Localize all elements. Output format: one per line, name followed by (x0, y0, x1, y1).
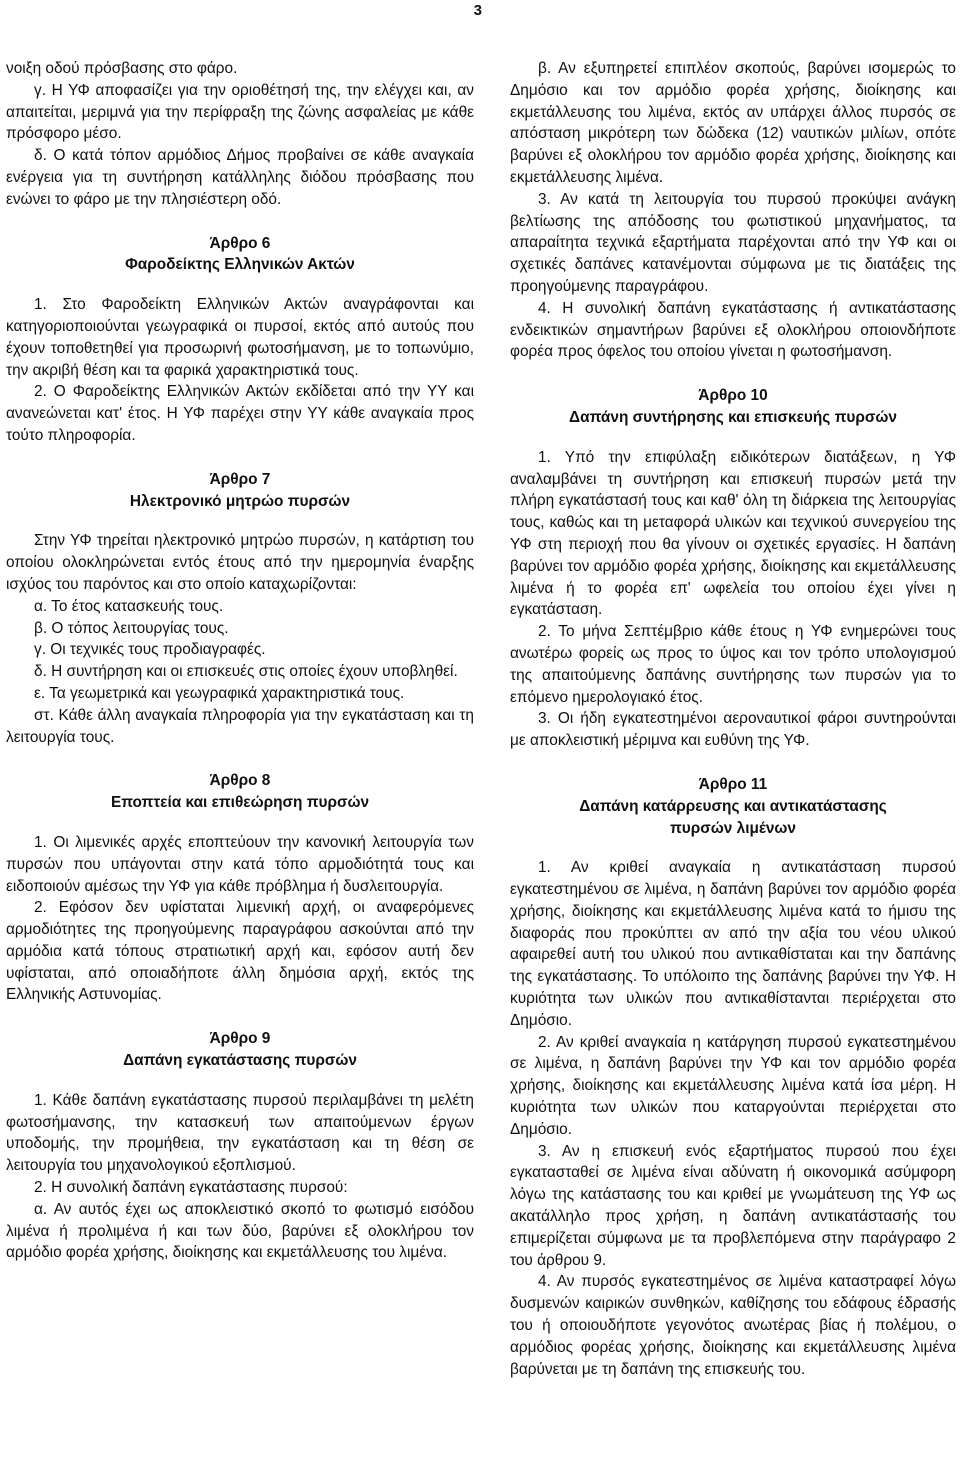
article-number: Άρθρο 9 (209, 1030, 271, 1048)
list-item: στ. Κάθε άλλη αναγκαία πληροφορία για την εγκατάσταση και τη λειτουργία τους. (6, 706, 474, 746)
paragraph: 1. Αν κριθεί αναγκαία η αντικατάσταση πυρσού εγκατεστημένου σε λιμένα, η δαπάνη βαρύνει τον αρμόδιο φορέα χρήσης, διοίκησης και εκμετάλλευσης λιμένα κατά το ήμισυ της διαφοράς που προκύπτει αν από την αξία του νέου υλικού αφαιρεθεί αυτή του υλικού που αντικαθίσταται και την δαπάνης της εγκατάστασης. Το υπόλοιπο της δαπάνης βαρύνει την ΥΦ. Η κυριότητα των υλικών που αντικαθίστανται περιέρχεται στο Δημόσιο. (510, 859, 956, 1029)
paragraph: γ. Η ΥΦ αποφασίζει για την οριοθέτησή της, την ελέγχει και, αν απαιτείται, μεριμνά για την περίφραξη της ζώνης ασφαλείας με κάθε πρόσφορο μέσο. (6, 81, 474, 143)
paragraph: δ. Ο κατά τόπον αρμόδιος Δήμος προβαίνει σε κάθε αναγκαία ενέργεια για τη συντήρηση κατάλληλης διόδου πρόσβασης που ενώνει το φάρο με την πλησιέστερη οδό. (6, 147, 474, 208)
list-item: β. Αν εξυπηρετεί επιπλέον σκοπούς, βαρύνει ισομερώς το Δημόσιο και τον αρμόδιο φορέα χρήσης, διοίκησης και εκμετάλλευσης του λιμένα, εκτός αν υπάρχει άλλος πυρσός σε απόσταση μικρότερη των δώδεκα (12) ναυτικών μιλίων, οπότε βαρύνει εξ ολοκλήρου τον αρμόδιο φορέα χρήσης, διοίκησης και εκμετάλλευσης λιμένα. (510, 60, 956, 186)
article-8-heading (6, 770, 474, 814)
article-7-heading (6, 469, 474, 513)
paragraph: 4. Αν πυρσός εγκατεστημένος σε λιμένα καταστραφεί λόγω δυσμενών καιρικών συνθηκών, καθίζησης του εδάφους έδρασής του ή οποιουδήποτε γεγονότος ανωτέρας βίας ή πολέμου, ο αρμόδιος φορέας χρήσης, διοίκησης και εκμετάλλευσης λιμένα βαρύνεται με τη δαπάνη της επισκευής του. (510, 1273, 956, 1378)
paragraph: 3. Αν κατά τη λειτουργία του πυρσού προκύψει ανάγκη βελτίωσης της απόδοσης του φωτιστικού μηχανήματος, τα απαραίτητα τεχνικά εξαρτήματα παρέχονται από την ΥΦ και οι σχετικές δαπάνες κατανέμονται σύμφωνα με τις διατάξεις της προηγούμενης παραγράφου. (510, 190, 956, 295)
paragraph: 1. Υπό την επιφύλαξη ειδικότερων διατάξεων, η ΥΦ αναλαμβάνει τη συντήρηση και επισκευή πυρσών μετά την πλήρη εγκατάστασή τους και καθ' όλη τη διάρκεια της λειτουργίας τους, καθώς και τη μεταφορά υλικών και τεχνικού συνεργείου της ΥΦ στη περιοχή που θα γίνουν οι σχετικές εργασίες. Η δαπάνη βαρύνει τον αρμόδιο φορέα χρήσης, διοίκησης και εκμετάλλευσης λιμένα ή το φορέα επ' ωφελεία του οποίου έχει γίνει η εγκατάσταση. (510, 448, 956, 619)
paragraph: 3. Αν η επισκευή ενός εξαρτήματος πυρσού που έχει εγκατασταθεί σε λιμένα είναι αδύνατη ή οικονομικά ασύμφορη λόγω της κατάστασης του και κριθεί με γνωμάτευση της ΥΦ ως ακατάλληλο προς χρήση, η δαπάνη αντικατάστασής του επιμερίζεται σύμφωνα με τα προβλεπόμενα στην παράγραφο 2 του άρθρου 9. (510, 1142, 956, 1269)
paragraph: 2. Ο Φαροδείκτης Ελληνικών Ακτών εκδίδεται από την ΥΥ και ανανεώνεται κατ' έτος. Η ΥΦ παρέχει στην ΥΥ κάθε αναγκαία προς τούτο πληροφορία. (6, 383, 474, 444)
article-6-heading (6, 233, 474, 277)
article-title: Ηλεκτρονικό μητρώο πυρσών (129, 492, 351, 510)
list-item: ε. Τα γεωμετρικά και γεωγραφικά χαρακτηριστικά τους. (34, 684, 405, 702)
left-column (6, 58, 474, 1264)
article-number: Άρθρο 10 (698, 387, 768, 405)
article-number: Άρθρο 7 (209, 470, 271, 488)
paragraph: 2. Αν κριθεί αναγκαία η κατάργηση πυρσού εγκατεστημένου σε λιμένα, η δαπάνη βαρύνει την ΥΦ και τον αρμόδιο φορέα χρήσης, διοίκησης και εκμετάλλευσης λιμένα κατά ίσα μέρη. Η κυριότητα των υλικών που καταργούνται περιέρχεται στο Δημόσιο. (510, 1033, 956, 1138)
article-number: Άρθρο 8 (209, 772, 271, 790)
article-title: Φαροδείκτης Ελληνικών Ακτών (125, 256, 355, 274)
article-9-heading (6, 1028, 474, 1072)
paragraph: 1. Οι λιμενικές αρχές εποπτεύουν την κανονική λειτουργία των πυρσών που υπάγονται στην κατά τόπο αρμοδιότητά τους και ειδοποιούν αμέσως την ΥΦ για κάθε πρόβλημα ή δυσλειτουργία. (6, 833, 474, 895)
article-number: Άρθρο 11 (698, 775, 768, 793)
list-item: α. Το έτος κατασκευής τους. (34, 597, 224, 615)
paragraph: νοιξη οδού πρόσβασης στο φάρο. (6, 60, 238, 77)
article-11-heading (510, 774, 956, 839)
list-item: β. Ο τόπος λειτουργίας τους. (34, 619, 229, 637)
paragraph: Στην ΥΦ τηρείται ηλεκτρονικό μητρώο πυρσών, η κατάρτιση του οποίου ολοκληρώνεται εντός έτους από την ημερομηνία έναρξης ισχύος του παρόντος και στο οποίο καταχωρίζονται: (6, 532, 474, 593)
article-title: Εποπτεία και επιθεώρηση πυρσών (110, 794, 370, 812)
page-number: 3 (473, 2, 482, 19)
article-10-heading (510, 385, 956, 429)
right-column (510, 58, 956, 1380)
paragraph: 2. Εφόσον δεν υφίσταται λιμενική αρχή, οι αναφερόμενες αρμοδιότητες της προηγούμενης παραγράφου ασκούνται από την αρμόδια κατά τόπους στρατιωτική αρχή και, εφόσον αυτή δεν υφίσταται, από οποιαδήποτε άλλη δημόσια αρχή, εκτός της Ελληνικής Αστυνομίας. (6, 899, 474, 1004)
article-title: Δαπάνη εγκατάστασης πυρσών (123, 1052, 357, 1070)
list-item: γ. Οι τεχνικές τους προδιαγραφές. (34, 641, 266, 659)
paragraph: 4. Η συνολική δαπάνη εγκατάστασης ή αντικατάστασης ενδεικτικών σημαντήρων βαρύνει εξ ολοκλήρου οποιονδήποτε φορέα προς όφελος του οποίου γίνεται η φωτοσήμανση. (510, 299, 956, 361)
list-item: α. Αν αυτός έχει ως αποκλειστικό σκοπό το φωτισμό εισόδου λιμένα ή προλιμένα ή και των δύο, βαρύνει εξ ολοκλήρου τον αρμόδιο φορέα χρήσης, διοίκησης και εκμετάλλευσης του λιμένα. (6, 1200, 474, 1262)
article-title: Δαπάνη συντήρησης και επισκευής πυρσών (569, 408, 897, 426)
article-title: Δαπάνη κατάρρευσης και αντικατάστασης (579, 797, 887, 815)
article-title-line-2: πυρσών λιμένων (670, 819, 796, 837)
paragraph: 1. Κάθε δαπάνη εγκατάστασης πυρσού περιλαμβάνει τη μελέτη φωτοσήμανσης, την κατασκευή των απαιτούμενων έργων υποδομής, την προμήθεια, την εγκατάσταση και τη θέση σε λειτουργία του μηχανολογικού εξοπλισμού. (6, 1091, 474, 1175)
paragraph: 2. Η συνολική δαπάνη εγκατάστασης πυρσού: (34, 1179, 348, 1197)
paragraph: 3. Οι ήδη εγκατεστημένοι αεροναυτικοί φάροι συντηρούνται με αποκλειστική μέριμνα και ευθύνη της ΥΦ. (510, 710, 956, 750)
list-item: δ. Η συντήρηση και οι επισκευές στις οποίες έχουν υποβληθεί. (34, 663, 458, 681)
paragraph: 2. Το μήνα Σεπτέμβριο κάθε έτους η ΥΦ ενημερώνει τους ανωτέρω φορείς ως προς το ύψος και τον τρόπο υπολογισμού της απαιτούμενης δαπάνης συντήρησης των πυρσών για το επόμενο ημερολογιακό έτος. (510, 623, 956, 706)
paragraph: 1. Στο Φαροδείκτη Ελληνικών Ακτών αναγράφονται και κατηγοριοποιούνται γεωγραφικά οι πυρσοί, εκτός από αυτούς που έχουν τοποθετηθεί για προσωρινή φωτοσήμανση, με το τοπωνύμιο, την ακριβή θέση και τα φαρικά χαρακτηριστικά τους. (6, 296, 474, 379)
article-number: Άρθρο 6 (209, 234, 271, 252)
